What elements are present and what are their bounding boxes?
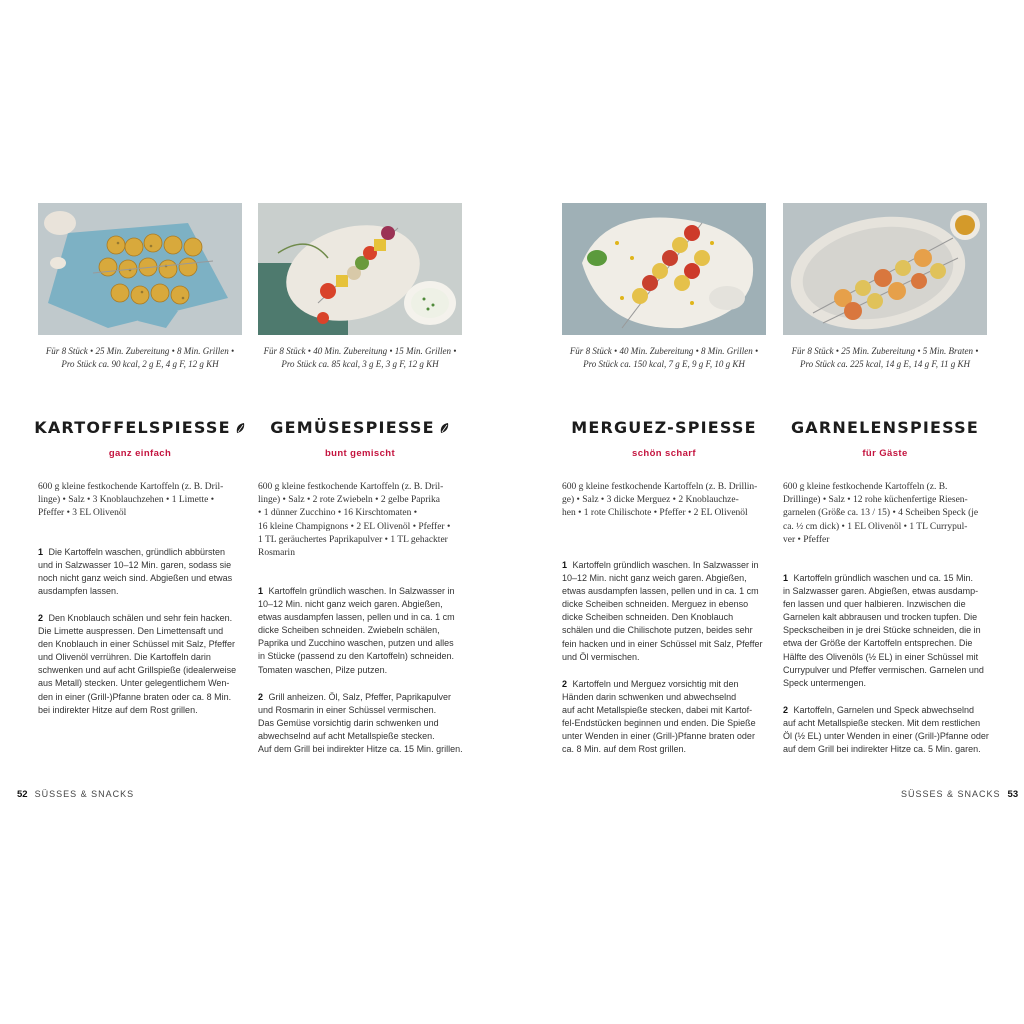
ingredients: 600 g kleine festkochende Kartoffeln (z. B. Dril- linge) • Salz • 3 Knoblauchzehen • 1 Limette • Pfeffer • 3 EL Olivenöl xyxy=(38,482,224,519)
gemuesespiesse-photo xyxy=(258,203,462,335)
kartoffelspiesse-photo xyxy=(38,203,242,335)
recipe-title: KARTOFFELSPIESSE xyxy=(34,418,246,437)
recipe-meta: Für 8 Stück • 25 Min. Zubereitung • 8 Min. Grillen • Pro Stück ca. 90 kcal, 2 g E, 4 g F, 12 g KH xyxy=(45,346,235,369)
step-1: 1 Kartoffeln gründlich waschen und ca. 15 Min. in Salzwasser garen. Abgießen, etwas ausdamp- fen lassen und quer halbieren. Inzwischen die Garnelen kalt abbrausen und trocken tupfen. Die Speckscheiben in je drei Stücke schneiden, die in etwa der Größe der Kartoffeln entsprechen. Die Hälfte des Olivenöls (½ EL) in einer Schüssel mit Currypulver und Pfeffer vermischen. Garnelen und Speck untermengen. xyxy=(783,573,984,688)
recipe-subtitle: bunt gemischt xyxy=(324,448,396,459)
step-2: 2 Den Knoblauch schälen und sehr fein hacken. Die Limette auspressen. Den Limettensaft und den Knoblauch in einer Schüssel mit Salz, Pfeffer und Olivenöl verrühren. Die Kartoffeln darin schwenken und auf acht Grillspieße (idealerweise aus Metall) stecken. Unter gelegentlichem Wen- den in einer (Grill-)Pfanne braten oder ca. 8 Min. bei indirekter Hitze auf dem Rost grillen. xyxy=(38,613,237,715)
right-page xyxy=(512,0,1024,1024)
page-footer xyxy=(17,789,134,800)
page-number: 53 xyxy=(1007,789,1019,800)
merguez-spiesse-photo xyxy=(562,203,766,335)
section-label: SÜSSES & SNACKS xyxy=(901,789,1001,799)
ingredients: 600 g kleine festkochende Kartoffeln (z. B. Drillinge) • Salz • 12 rohe küchenfertige Riesen- garnelen (Größe ca. 13 / 15) • 4 Scheiben Speck (je ca. ½ cm dick) • 1 EL Olivenöl • 1 TL Currypul- ver • Pfeffer xyxy=(783,482,979,545)
step-1: 1 Die Kartoffeln waschen, gründlich abbürsten und in Salzwasser 10–12 Min. garen, sodass sie noch nicht ganz weich sind. Abgießen und etwas ausdampfen lassen. xyxy=(38,547,233,597)
recipe-subtitle: ganz einfach xyxy=(108,448,172,459)
step-2: 2 Kartoffeln und Merguez vorsichtig mit den Händen darin schwenken und abwechselnd auf acht Metallspieße stecken, dabei mit Kartof- fel-Endstücken beginnen und enden. Die Spieße unter Wenden in einer (Grill-)Pfanne braten oder ca. 8 Min. auf dem Rost grillen. xyxy=(562,679,756,755)
step-1: 1 Kartoffeln gründlich waschen. In Salzwasser in 10–12 Min. nicht ganz weich garen. Abgießen, etwas ausdampfen lassen, pellen und in ca. 1 cm dicke Scheiben schneiden. Merguez in ebenso dicke Scheiben schneiden. Den Knoblauch schälen und die Chilischote putzen, beides sehr fein hacken und in einer Schüssel mit Salz, Pfeffer und Öl vermischen. xyxy=(562,560,763,662)
leaf-icon xyxy=(439,422,450,434)
recipe-meta: Für 8 Stück • 40 Min. Zubereitung • 15 Min. Grillen • Pro Stück ca. 85 kcal, 3 g E, 3 g F, 12 g KH xyxy=(263,346,457,369)
garnelenspiesse-photo xyxy=(783,203,987,335)
page-number: 52 xyxy=(17,789,28,800)
section-label: SÜSSES & SNACKS xyxy=(34,789,135,799)
recipe-meta: Für 8 Stück • 40 Min. Zubereitung • 8 Min. Grillen • Pro Stück ca. 150 kcal, 7 g E, 9 g F, 10 g KH xyxy=(569,346,759,369)
leaf-icon xyxy=(235,422,246,434)
ingredients: 600 g kleine festkochende Kartoffeln (z. B. Dril- linge) • Salz • 2 rote Zwiebeln • 2 gelbe Paprika • 1 dünner Zucchino • 16 Kirschtomaten • 16 kleine Champignons • 2 EL Olivenöl • Pfeffer • 1 TL geräuchertes Paprikapulver • 1 TL gehackter Rosmarin xyxy=(258,482,451,559)
step-2: 2 Grill anheizen. Öl, Salz, Pfeffer, Paprikapulver und Rosmarin in einer Schüssel vermischen. Das Gemüse vorsichtig darin schwenken und abwechselnd auf acht Metallspieße stecken. Auf dem Grill bei indirekter Hitze ca. 15 Min. grillen. xyxy=(258,692,463,755)
step-2: 2 Kartoffeln, Garnelen und Speck abwechselnd auf acht Metallspieße stecken. Mit dem restlichen Öl (½ EL) unter Wenden in einer (Grill-)Pfanne oder auf dem Grill bei indirekter Hitze ca. 5 Min. garen. xyxy=(783,705,989,755)
recipe-subtitle: schön scharf xyxy=(632,448,696,459)
recipe-title: MERGUEZ-SPIESSE xyxy=(571,418,757,437)
recipe-meta: Für 8 Stück • 25 Min. Zubereitung • 5 Min. Braten • Pro Stück ca. 225 kcal, 14 g E, 14 g F, 11 g KH xyxy=(791,346,979,369)
recipe-title: GARNELENSPIESSE xyxy=(790,418,980,437)
step-1: 1 Kartoffeln gründlich waschen. In Salzwasser in 10–12 Min. nicht ganz weich garen. Abgießen, etwas ausdampfen lassen, pellen und in ca. 1 cm dicke Scheiben schneiden. Zwiebeln schälen, Paprika und Zucchino waschen, putzen und alles in Stücke (passend zu den Kartoffeln) schneiden. Tomaten waschen, Pilze putzen. xyxy=(258,586,455,675)
recipe-subtitle: für Gäste xyxy=(862,448,908,459)
ingredients: 600 g kleine festkochende Kartoffeln (z. B. Drillin- ge) • Salz • 3 dicke Merguez • 2 Knoblauchze- hen • 1 rote Chilischote • Pfeffer • 2 EL Olivenöl xyxy=(562,482,758,519)
page-footer xyxy=(901,789,1018,800)
recipe-title: GEMÜSESPIESSE xyxy=(254,418,466,437)
